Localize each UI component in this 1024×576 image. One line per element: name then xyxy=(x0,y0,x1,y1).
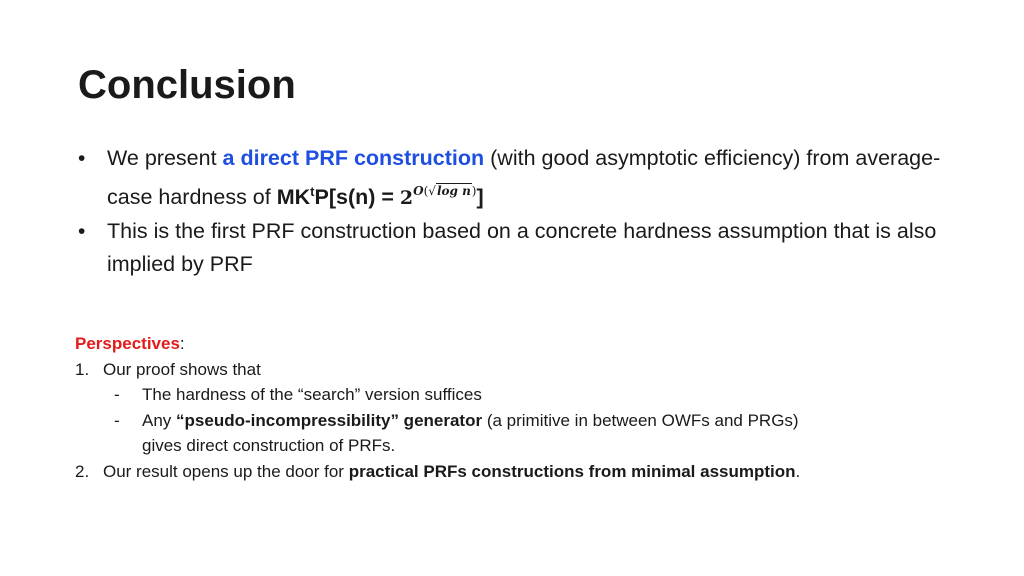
sub-item-text: (a primitive in between OWFs and PRGs) xyxy=(482,410,799,430)
item-bold: practical PRFs constructions from minimal assumption xyxy=(348,461,796,481)
item-text: . xyxy=(795,461,801,481)
sub-item xyxy=(75,382,975,408)
item-text: Our proof shows that xyxy=(103,359,261,379)
page-title: Conclusion xyxy=(78,63,296,107)
math-big-o: O xyxy=(413,184,424,198)
perspectives-heading: Perspectives xyxy=(75,334,180,353)
bullet-dot-icon: • xyxy=(78,220,86,243)
bullet-text: This is the first PRF construction based on a concrete hardness assumption that is also implied by PRF xyxy=(107,219,937,276)
term-rest: P[s(n) = xyxy=(314,185,400,209)
sub-item xyxy=(75,408,975,459)
math-expression: $2^{O(√log n)}$ xyxy=(399,184,477,209)
bullet-list xyxy=(76,142,956,281)
bullet-item xyxy=(76,142,956,215)
term-sup: t xyxy=(310,184,315,199)
item-number: 2. xyxy=(75,461,90,481)
item-text: Our result opens up the door for xyxy=(103,461,349,481)
sub-item-text: The hardness of the “search” version suffices xyxy=(142,385,482,404)
bullet-dot-icon: • xyxy=(78,147,86,170)
bullet-text: We present xyxy=(107,146,223,170)
term-close: ] xyxy=(476,185,484,209)
bullet-text: (with good asymptotic efficiency) from average-case hardness of xyxy=(107,146,941,209)
perspectives-heading-line xyxy=(75,331,975,357)
item-number: 1. xyxy=(75,359,90,379)
numbered-item xyxy=(75,459,975,485)
math-base: 2 xyxy=(399,187,414,209)
sub-item-text: Any xyxy=(142,410,177,430)
sub-item-text-line2: gives direct construction of PRFs. xyxy=(142,436,396,455)
sub-item-bold: “pseudo-incompressibility” generator xyxy=(176,410,483,430)
perspectives-section xyxy=(75,331,975,484)
term-main: MK xyxy=(276,185,311,209)
bullet-item xyxy=(76,215,956,281)
numbered-item xyxy=(75,357,975,383)
dash-marker: - xyxy=(114,385,120,404)
heading-colon: : xyxy=(179,334,185,353)
highlight-text: a direct PRF construction xyxy=(222,146,485,170)
dash-marker: - xyxy=(114,410,120,430)
math-radicand: log n xyxy=(436,184,471,198)
